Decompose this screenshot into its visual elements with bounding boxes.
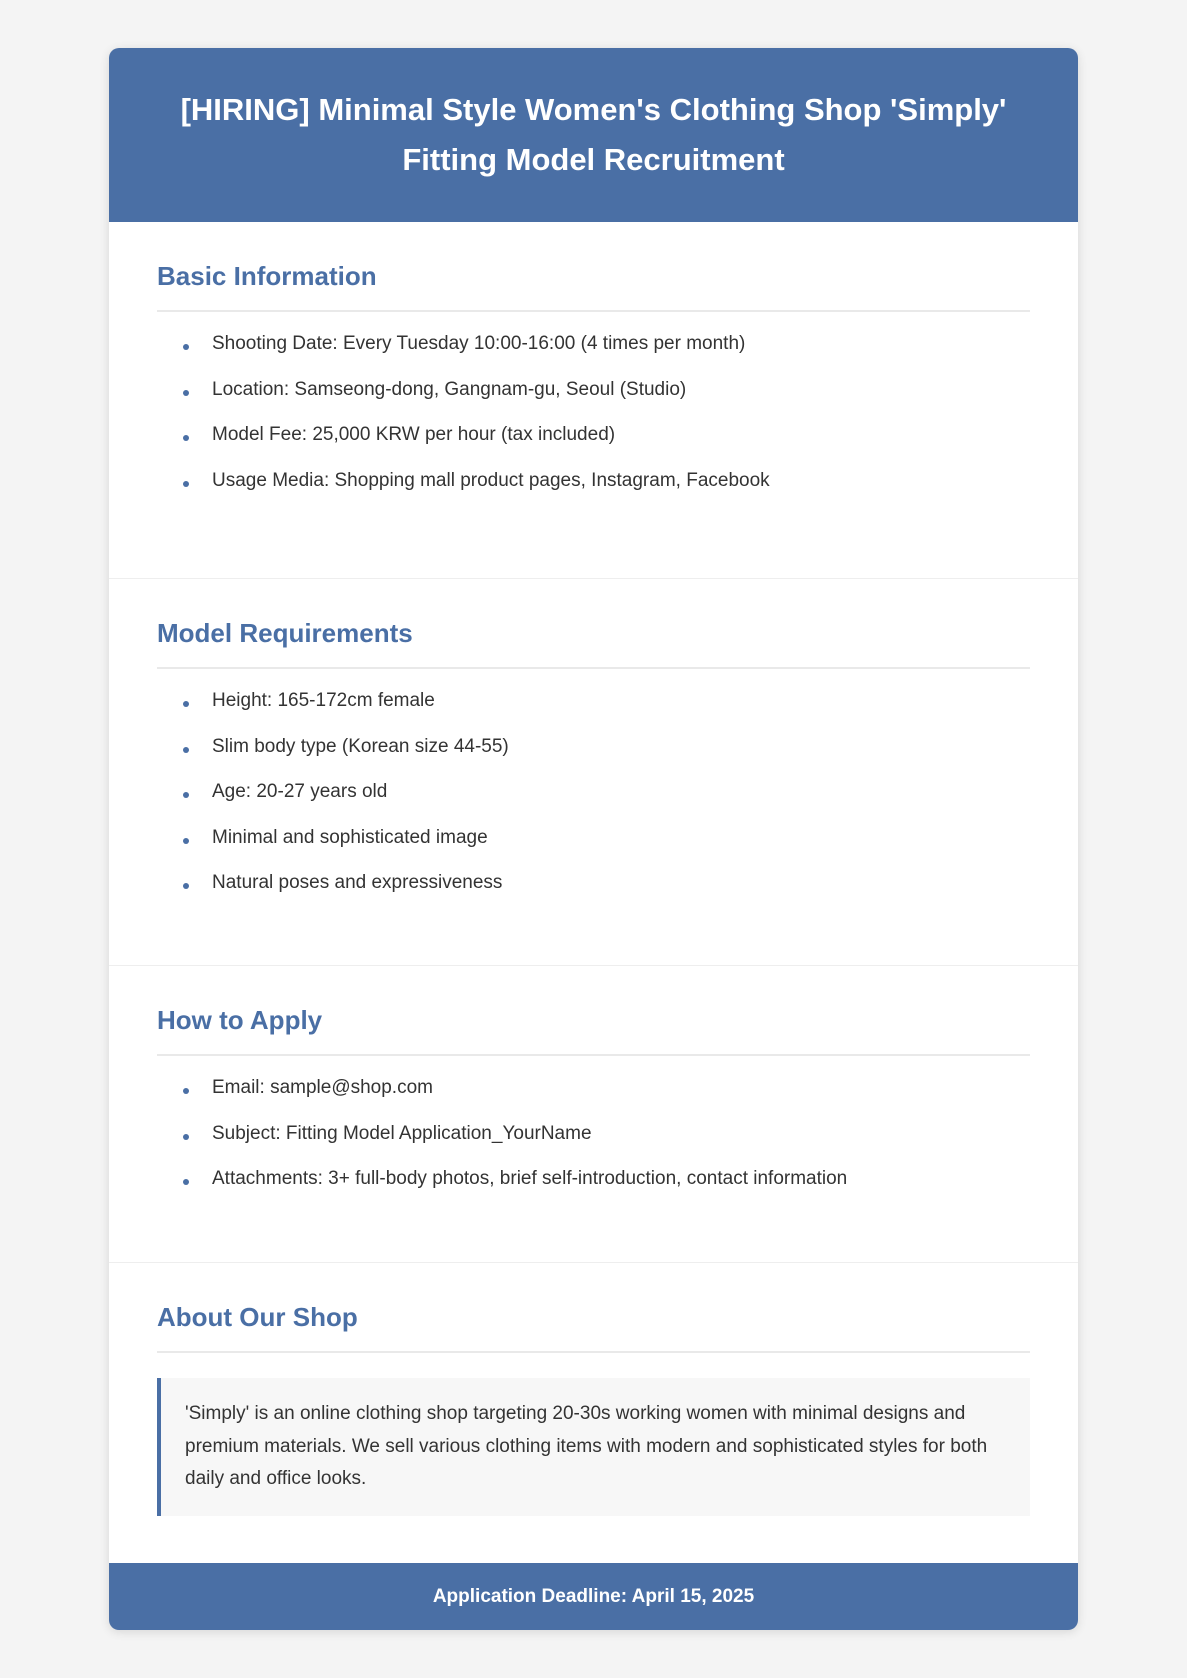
section-heading: How to Apply xyxy=(157,1004,1030,1056)
list-item xyxy=(183,735,1030,759)
bullet-icon xyxy=(183,344,189,350)
bullet-icon xyxy=(183,481,189,487)
bullet-icon xyxy=(183,435,189,441)
bullet-icon xyxy=(183,1134,189,1140)
deadline-text: Application Deadline: April 15, 2025 xyxy=(432,1585,755,1607)
section-basic-information xyxy=(109,222,1078,579)
bullet-icon xyxy=(183,390,189,396)
deadline-footer xyxy=(109,1563,1078,1630)
list-item-text: Slim body type (Korean size 44-55) xyxy=(212,735,509,757)
list-item-text: Subject: Fitting Model Application_YourName xyxy=(212,1122,592,1144)
section-heading: About Our Shop xyxy=(157,1301,1030,1353)
bullet-icon xyxy=(183,701,189,707)
list-item xyxy=(183,826,1030,850)
about-quote: 'Simply' is an online clothing shop targeting 20-30s working women with minimal designs and premium materials. We sell various clothing items with modern and sophisticated styles for both daily and office looks. xyxy=(157,1378,1030,1516)
apply-list xyxy=(157,1056,1030,1191)
list-item xyxy=(183,332,1030,356)
bullet-icon xyxy=(183,838,189,844)
list-item-text: Model Fee: 25,000 KRW per hour (tax included) xyxy=(212,424,616,445)
list-item xyxy=(183,423,1030,447)
job-posting-card xyxy=(109,48,1078,1630)
list-item xyxy=(183,378,1030,402)
list-item-text: Age: 20-27 years old xyxy=(212,781,388,802)
bullet-icon xyxy=(183,792,189,798)
posting-title-line1: [HIRING] Minimal Style Women's Clothing Shop 'Simply' xyxy=(180,92,1007,127)
list-item-text: Email: sample@shop.com xyxy=(212,1077,433,1098)
posting-title xyxy=(181,85,1007,185)
list-item-text: Minimal and sophisticated image xyxy=(212,826,488,848)
section-heading: Basic Information xyxy=(157,260,1030,312)
list-item xyxy=(183,1167,1030,1191)
list-item xyxy=(183,469,1030,493)
list-item-text: Usage Media: Shopping mall product pages, Instagram, Facebook xyxy=(212,469,770,491)
list-item xyxy=(183,780,1030,804)
list-item-text: Location: Samseong-dong, Gangnam-gu, Seoul (Studio) xyxy=(212,378,687,400)
posting-header xyxy=(109,48,1078,222)
section-model-requirements xyxy=(109,579,1078,966)
requirements-list xyxy=(157,669,1030,895)
list-item-text: Shooting Date: Every Tuesday 10:00-16:00 (4 times per month) xyxy=(212,333,746,354)
bullet-icon xyxy=(183,883,189,889)
section-about-our-shop xyxy=(109,1263,1078,1580)
posting-title-line2: Fitting Model Recruitment xyxy=(402,142,785,177)
list-item xyxy=(183,1122,1030,1146)
section-heading: Model Requirements xyxy=(157,617,1030,669)
basic-info-list xyxy=(157,312,1030,493)
list-item-text: Attachments: 3+ full-body photos, brief self-introduction, contact information xyxy=(212,1168,848,1189)
list-item xyxy=(183,1076,1030,1100)
list-item-text: Height: 165-172cm female xyxy=(212,690,435,711)
section-how-to-apply xyxy=(109,966,1078,1263)
bullet-icon xyxy=(183,1088,189,1094)
bullet-icon xyxy=(183,747,189,753)
list-item-text: Natural poses and expressiveness xyxy=(212,872,503,893)
bullet-icon xyxy=(183,1179,189,1185)
list-item xyxy=(183,689,1030,713)
list-item xyxy=(183,871,1030,895)
